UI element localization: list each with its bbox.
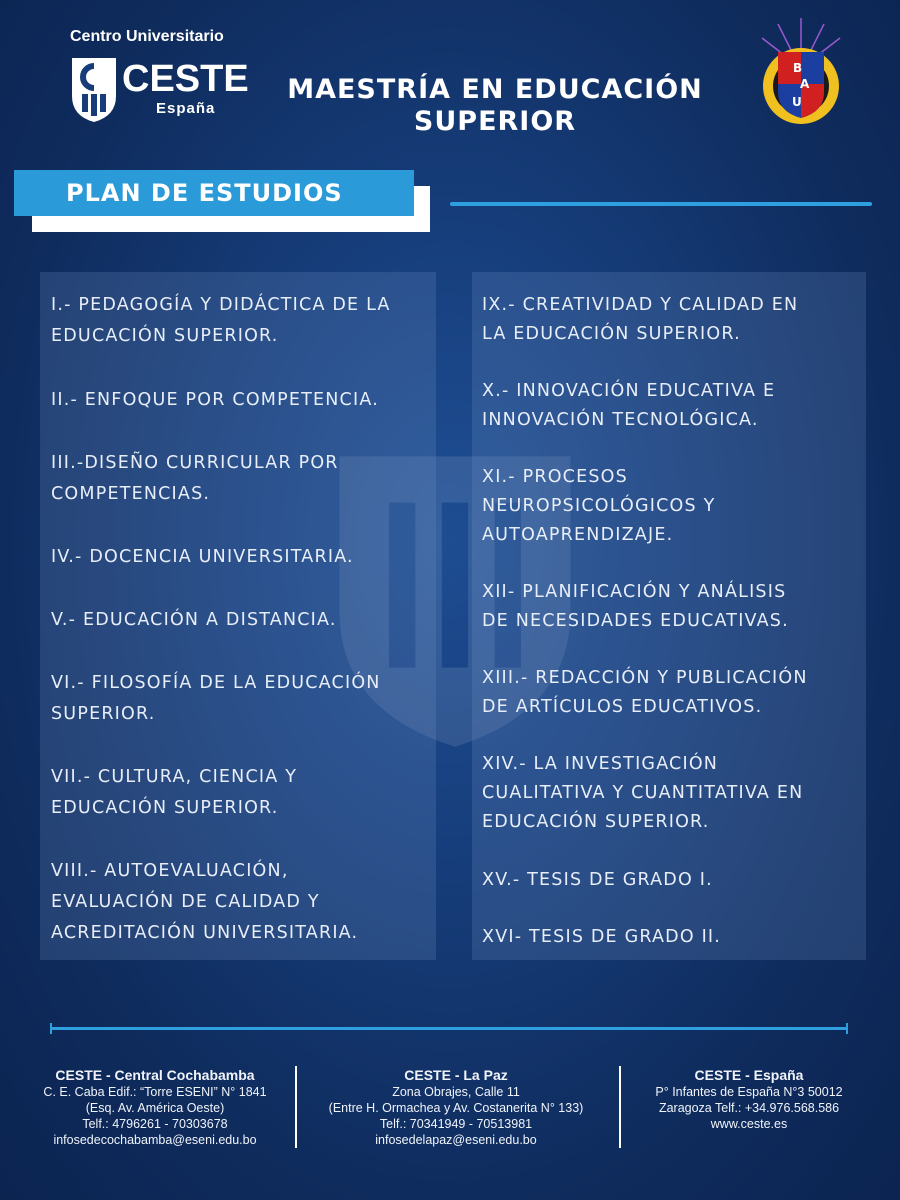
course-item: III.-DISEÑO CURRICULAR POR COMPETENCIAS. [51,453,339,504]
svg-text:U: U [792,95,802,109]
footer-email[interactable]: infosedelapaz@eseni.edu.bo [375,1133,537,1147]
course-item: XVI- TESIS DE GRADO II. [482,927,722,947]
footer-office-espana [630,1066,868,1132]
course-item: VIII.- AUTOEVALUACIÓN, EVALUACIÓN DE CALIDAD Y ACREDITACIÓN UNIVERSITARIA. [51,861,359,943]
course-item: II.- ENFOQUE POR COMPETENCIA. [51,390,379,410]
course-item: VII.- CULTURA, CIENCIA Y EDUCACIÓN SUPERIOR. [51,767,298,818]
footer-line: Zaragoza Telf.: +34.976.568.586 [658,1101,840,1115]
ceste-logo [60,26,260,136]
footer-line: Telf.: 4796261 - 70303678 [82,1117,228,1131]
ceste-shield-icon [70,56,118,124]
footer-website-link[interactable]: www.ceste.es [710,1117,788,1131]
course-item: I.- PEDAGOGÍA Y DIDÁCTICA DE LA EDUCACIÓN SUPERIOR. [51,295,391,346]
uab-university-seal-icon [748,14,854,130]
course-column-left [40,272,436,960]
course-item: XI.- PROCESOS NEUROPSICOLÓGICOS Y AUTOAPRENDIZAJE. [482,467,716,545]
course-item: IV.- DOCENCIA UNIVERSITARIA. [51,547,354,567]
svg-text:A: A [800,77,810,91]
plan-title: PLAN DE ESTUDIOS [66,179,343,207]
footer-heading: CESTE - Central Cochabamba [55,1067,255,1083]
footer-heading: CESTE - La Paz [404,1067,508,1083]
footer-line: C. E. Caba Edif.: “Torre ESENI” N° 1841 [43,1085,267,1099]
footer-line: Zona Obrajes, Calle 11 [392,1085,520,1099]
header-divider-line [450,202,872,206]
title-line-1: MAESTRÍA EN EDUCACIÓN [287,74,703,105]
page-title [270,74,720,138]
footer-line: (Entre H. Ormachea y Av. Costanerita N° 133) [328,1101,584,1115]
footer-office-cochabamba [20,1066,290,1148]
footer-separator [619,1066,621,1148]
footer-divider-line [50,1027,848,1030]
course-item: XV.- TESIS DE GRADO I. [482,870,713,890]
course-item: XII- PLANIFICACIÓN Y ANÁLISIS DE NECESIDADES EDUCATIVAS. [482,582,789,631]
title-line-2: SUPERIOR [413,106,577,137]
course-column-right [472,272,866,960]
footer-line: (Esq. Av. América Oeste) [85,1101,225,1115]
footer-email[interactable]: infosedecochabamba@eseni.edu.bo [53,1133,257,1147]
plan-title-bar [14,170,414,216]
footer-line: Telf.: 70341949 - 70513981 [379,1117,533,1131]
course-item: XIII.- REDACCIÓN Y PUBLICACIÓN DE ARTÍCULOS EDUCATIVOS. [482,668,808,717]
footer-line: P° Infantes de España N°3 50012 [655,1085,843,1099]
svg-text:B: B [793,61,803,75]
footer-separator [295,1066,297,1148]
course-item: XIV.- LA INVESTIGACIÓN CUALITATIVA Y CUANTITATIVA EN EDUCACIÓN SUPERIOR. [482,754,804,832]
brand-subtitle: España [156,100,216,117]
course-item: IX.- CREATIVIDAD Y CALIDAD EN LA EDUCACIÓN SUPERIOR. [482,295,799,344]
course-item: VI.- FILOSOFÍA DE LA EDUCACIÓN SUPERIOR. [51,673,381,724]
course-item: X.- INNOVACIÓN EDUCATIVA E INNOVACIÓN TECNOLÓGICA. [482,381,776,430]
brand-name: CESTE [122,58,249,100]
course-item: V.- EDUCACIÓN A DISTANCIA. [51,610,337,630]
brand-top-text: Centro Universitario [70,28,224,45]
footer-heading: CESTE - España [694,1067,804,1083]
footer-office-la-paz [305,1066,607,1148]
